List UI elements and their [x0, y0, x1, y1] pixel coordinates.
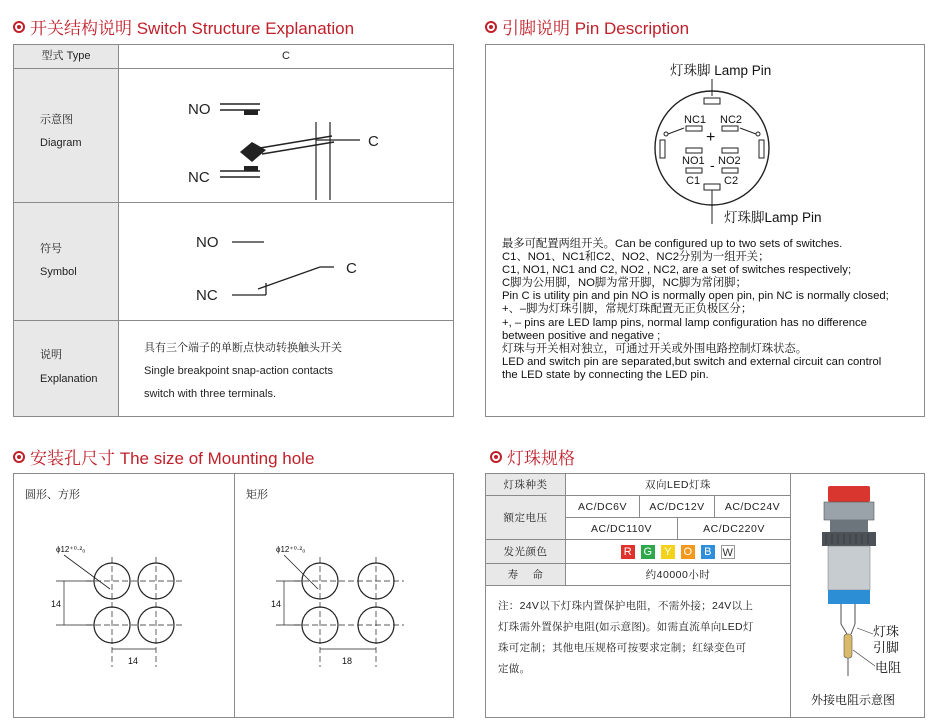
diagram-label-en: Diagram [40, 137, 82, 149]
type-value-cell [119, 45, 453, 69]
pin-desc-line: 最多可配置两组开关。Can be configured up to two sets of switches. [502, 238, 843, 250]
switch-diagram [120, 70, 453, 202]
explanation-label-en: Explanation [40, 373, 98, 385]
bullet-icon [485, 21, 497, 33]
led-type-label: 灯珠种类 [486, 474, 566, 496]
mount-title-text: 安装孔尺寸 The size of Mounting hole [30, 449, 315, 468]
explanation-line: switch with three terminals. [144, 388, 277, 400]
type-value: C [282, 50, 290, 62]
led-type-value: 双向LED灯珠 [566, 474, 791, 496]
type-label-cell [14, 45, 119, 69]
color-chip-green: G [641, 545, 655, 559]
color-chip-white: W [722, 546, 734, 559]
note-line: 灯珠需外置保护电阻(如示意图)。如需直流单向LED灯 [498, 621, 754, 633]
pic-caption: 外接电阻示意图 [811, 693, 896, 707]
pin-desc-line: the LED state by connecting the LED pin. [502, 368, 709, 381]
switch-table [13, 44, 454, 417]
hole-dia-left: ϕ12⁺⁰·²₀ [56, 545, 86, 554]
led-resistor-illustration [795, 478, 923, 714]
symbol-label-cn: 符号 [40, 243, 62, 255]
pin-minus: - [710, 157, 715, 173]
pic-resistor-label: 电阻 [875, 660, 902, 675]
pin-desc-line: C1、NO1、NC1和C2、NO2、NC2分别为一组开关； [502, 251, 770, 264]
switch-section-title [13, 14, 354, 39]
switch-title-text: 开关结构说明 Switch Structure Explanation [30, 19, 355, 38]
voltage-6v: AC/DC6V [566, 496, 640, 518]
voltage-110v: AC/DC110V [566, 518, 678, 540]
voltage-12v: AC/DC12V [640, 496, 715, 518]
led-section-title [490, 444, 575, 469]
bullet-icon [490, 451, 502, 463]
switch-symbol [120, 203, 453, 320]
pin-c1: C1 [686, 175, 701, 187]
note-line: 定做。 [498, 663, 531, 675]
mount-left-label: 圆形、方形 [25, 489, 80, 501]
pin-no1: NO1 [682, 155, 705, 167]
type-label: 型式 Type [41, 50, 91, 62]
pin-description [502, 238, 922, 382]
voltage-label: 额定电压 [486, 496, 566, 540]
symbol-c-label: C [346, 260, 357, 277]
pin-desc-line: 灯珠与开关相对独立，可通过开关或外围电路控制灯珠状态。 [502, 342, 808, 355]
led-title-text: 灯珠规格 [507, 449, 575, 468]
diagram-c-label: C [368, 133, 379, 150]
right-horizontal-dim: 18 [342, 656, 353, 666]
led-note [498, 596, 788, 680]
mount-left-drawing [34, 529, 224, 679]
pic-lamp-pin-line2: 引脚 [873, 640, 900, 655]
color-chip-red: R [621, 545, 635, 559]
voltage-24v: AC/DC24V [715, 496, 791, 518]
mount-right-label: 矩形 [246, 489, 268, 501]
explanation-line: Single breakpoint snap-action contacts [144, 365, 333, 377]
color-label: 发光颜色 [486, 540, 566, 564]
mount-section-title [13, 444, 314, 469]
color-chips [566, 540, 791, 564]
bullet-icon [13, 451, 25, 463]
pin-c2: C2 [724, 175, 739, 187]
pin-desc-line: C脚为公用脚，NO脚为常开脚，NC脚为常闭脚； [502, 277, 747, 290]
pin-desc-line: between positive and negative ; [502, 329, 661, 342]
bullet-icon [13, 21, 25, 33]
pin-section-title [485, 14, 689, 39]
left-horizontal-dim: 14 [128, 656, 139, 666]
pin-desc-line: +、–脚为灯珠引脚，常规灯珠配置无正负极区分； [502, 303, 753, 316]
pin-nc1: NC1 [684, 114, 707, 126]
pin-desc-line: Pin C is utility pin and pin NO is normally open pin, pin NC is normally closed; [502, 290, 889, 303]
symbol-nc-label: NC [196, 287, 218, 304]
life-value: 约40000小时 [566, 564, 791, 586]
pin-nc2: NC2 [720, 114, 743, 126]
mount-box [13, 473, 454, 718]
life-label: 寿 命 [486, 564, 566, 586]
voltage-220v: AC/DC220V [678, 518, 791, 540]
explanation-line: 具有三个端子的单断点快动转换触头开关 [144, 342, 342, 354]
color-chip-yellow: Y [661, 545, 675, 559]
color-chip-orange: O [681, 545, 695, 559]
diagram-no-label: NO [188, 101, 211, 118]
diagram-nc-label: NC [188, 169, 210, 186]
led-spec-table [486, 474, 791, 717]
pin-plus: + [706, 129, 716, 146]
note-line: 珠可定制；其他电压规格可按要求定制；红绿变色可 [498, 642, 747, 654]
color-chip-blue: B [701, 545, 715, 559]
right-vertical-dim: 14 [271, 599, 282, 609]
explanation-label-cn: 说明 [40, 349, 62, 361]
explanation-text [144, 337, 342, 406]
symbol-no-label: NO [196, 234, 219, 251]
pic-lamp-pin-line1: 灯珠 [873, 624, 900, 639]
pin-title-text: 引脚说明 Pin Description [502, 19, 690, 38]
left-vertical-dim: 14 [51, 599, 62, 609]
symbol-label-en: Symbol [40, 266, 77, 278]
note-line: 注：24V以下灯珠内置保护电阻，不需外接；24V以上 [498, 600, 754, 612]
pin-desc-line: LED and switch pin are separated,but switch and external circuit can control [502, 355, 882, 368]
diagram-label-cn: 示意图 [40, 114, 73, 126]
lamp-pin-top-label: 灯珠脚 Lamp Pin [670, 63, 772, 78]
hole-dia-right: ϕ12⁺⁰·²₀ [276, 545, 306, 554]
mount-right-drawing [254, 529, 444, 679]
lamp-pin-bottom-label: 灯珠脚Lamp Pin [724, 210, 822, 225]
pin-no2: NO2 [718, 155, 741, 167]
pin-diagram [640, 56, 840, 231]
pin-desc-line: +, – pins are LED lamp pins, normal lamp configuration has no difference [502, 316, 867, 329]
pin-desc-line: C1, NO1, NC1 and C2, NO2 , NC2, are a set of switches respectively; [502, 264, 852, 277]
